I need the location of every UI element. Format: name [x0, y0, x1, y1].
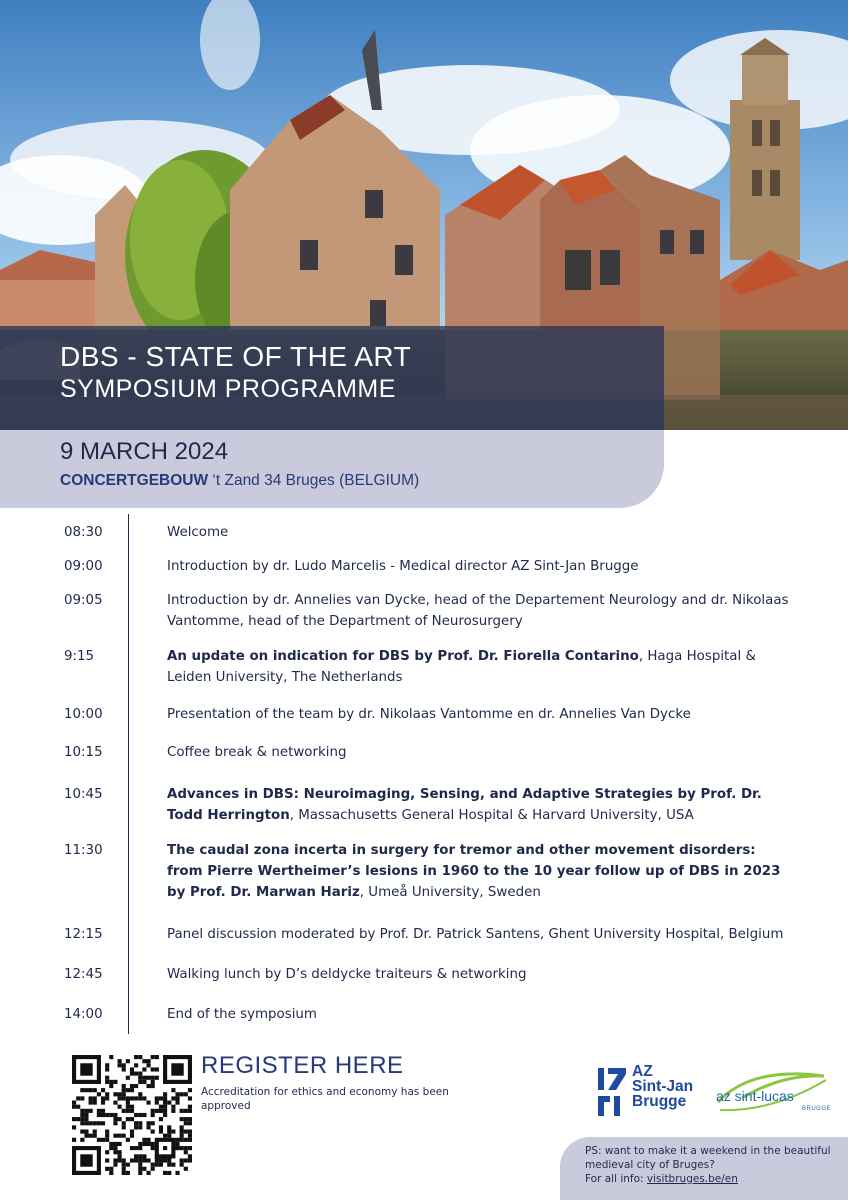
programme-time: 10:00: [64, 707, 103, 722]
programme-text: , Umeå University, Sweden: [359, 885, 541, 900]
programme-description: [167, 556, 795, 577]
programme-talk-title: The caudal zona incerta in surgery for tremor and other movement disorders: from Pierre Wertheimer’s lesions in 1960 to the 10 year follow up of DBS in 2023 by Prof. Dr. Marwan Hariz: [167, 843, 781, 900]
az-logo-name: [632, 1064, 693, 1109]
sint-lucas-sub: BRUGGE: [802, 1106, 832, 1112]
programme-text: Introduction by dr. Annelies van Dycke, head of the Departement Neurology and dr. Nikolaas Vantomme, head of the Department of Neurosurgery: [167, 593, 789, 629]
programme-description: [167, 840, 795, 903]
programme-description: [167, 522, 795, 543]
date-venue-band: [0, 430, 664, 508]
programme-text: Introduction by dr. Ludo Marcelis - Medical director AZ Sint-Jan Brugge: [167, 559, 639, 574]
programme-text: Presentation of the team by dr. Nikolaas Vantomme en dr. Annelies Van Dycke: [167, 707, 691, 722]
az-logo-line-1: AZ: [632, 1063, 653, 1080]
sint-lucas-name: az sint-lucas: [716, 1088, 794, 1104]
programme-description: [167, 646, 795, 688]
event-title: DBS - STATE OF THE ART: [60, 341, 412, 372]
event-date: 9 MARCH 2024: [60, 438, 229, 465]
az-sint-lucas-logo: [712, 1062, 832, 1118]
programme-text: Coffee break & networking: [167, 745, 347, 760]
programme-time: 12:45: [64, 967, 103, 982]
visitbruges-link[interactable]: visitbruges.be/en: [646, 1173, 738, 1185]
programme-text: Walking lunch by D’s deldycke traiteurs & networking: [167, 967, 527, 982]
programme-time: 09:05: [64, 593, 103, 608]
programme-time: 09:00: [64, 559, 103, 574]
programme-talk-title: An update on indication for DBS by Prof. Dr. Fiorella Contarino: [167, 649, 639, 664]
programme-time: 10:15: [64, 745, 103, 760]
programme-time: 9:15: [64, 649, 95, 664]
az-logo-line-3: Brugge: [632, 1093, 687, 1110]
programme-time: 14:00: [64, 1007, 103, 1022]
programme-description: [167, 964, 795, 985]
programme-description: [167, 784, 795, 826]
event-subtitle: SYMPOSIUM PROGRAMME: [60, 375, 396, 403]
az-logo-line-2: Sint-Jan: [632, 1078, 694, 1095]
ps-line-3: [585, 1172, 848, 1186]
venue-name: CONCERTGEBOUW: [60, 472, 209, 489]
qr-code-icon: [72, 1055, 192, 1175]
programme-text: Panel discussion moderated by Prof. Dr. Patrick Santens, Ghent University Hospital, Belgium: [167, 927, 784, 942]
programme-description: [167, 924, 795, 945]
ps-line-3-prefix: For all info:: [585, 1173, 647, 1185]
programme-description: [167, 1004, 795, 1025]
programme-time: 08:30: [64, 525, 103, 540]
timeline-divider: [128, 514, 129, 1034]
ps-line-1: PS: want to make it a weekend in the beautiful: [585, 1145, 831, 1157]
event-venue: [60, 472, 664, 490]
programme-text: , Massachusetts General Hospital & Harvard University, USA: [289, 808, 694, 823]
programme-time: 11:30: [64, 843, 103, 858]
programme-text: Welcome: [167, 525, 229, 540]
register-title[interactable]: REGISTER HERE: [201, 1052, 404, 1079]
register-qr-code[interactable]: [72, 1055, 192, 1175]
title-banner: [0, 326, 664, 430]
programme-time: 10:45: [64, 787, 103, 802]
programme-schedule: [0, 508, 848, 1038]
programme-description: [167, 590, 795, 632]
az-sint-jan-logo: [596, 1064, 704, 1120]
accreditation-note: Accreditation for ethics and economy has been approved: [201, 1086, 449, 1112]
programme-text: , Haga Hospital & Leiden University, The Netherlands: [167, 649, 756, 685]
venue-address: ‘t Zand 34 Bruges (BELGIUM): [212, 472, 420, 489]
programme-description: [167, 704, 795, 725]
programme-description: [167, 742, 795, 763]
programme-time: 12:15: [64, 927, 103, 942]
ps-line-2: medieval city of Bruges?: [585, 1159, 715, 1171]
programme-talk-title: Advances in DBS: Neuroimaging, Sensing, and Adaptive Strategies by Prof. Dr. Todd Herrington: [167, 787, 762, 823]
ps-info-box: [560, 1137, 848, 1200]
programme-text: End of the symposium: [167, 1007, 317, 1022]
az-logo-mark-icon: [596, 1064, 628, 1120]
